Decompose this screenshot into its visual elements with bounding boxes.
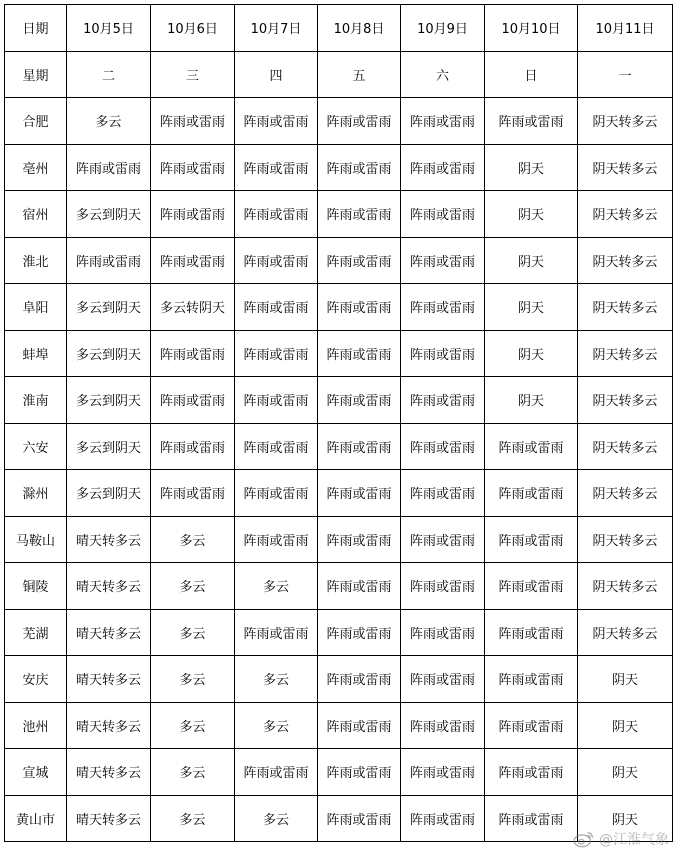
weather-cell: 晴天转多云	[67, 702, 151, 749]
weather-cell: 多云	[151, 563, 235, 610]
weather-cell: 多云转阴天	[151, 284, 235, 331]
weather-cell: 阵雨或雷雨	[318, 563, 401, 610]
table-row	[5, 98, 673, 145]
weekday-cell: 日	[485, 51, 578, 98]
weather-cell: 阵雨或雷雨	[235, 609, 318, 656]
weather-cell: 阵雨或雷雨	[401, 191, 485, 238]
weather-cell: 多云到阴天	[67, 284, 151, 331]
weather-cell: 阵雨或雷雨	[318, 237, 401, 284]
weather-cell: 阴天转多云	[578, 516, 673, 563]
weather-cell: 阵雨或雷雨	[401, 702, 485, 749]
weekday-header-row	[5, 51, 673, 98]
weather-cell: 阵雨或雷雨	[401, 795, 485, 842]
weather-cell: 阴天	[578, 795, 673, 842]
weather-cell: 多云到阴天	[67, 377, 151, 424]
table-body	[5, 5, 673, 842]
weather-cell: 阵雨或雷雨	[151, 423, 235, 470]
weather-cell: 阵雨或雷雨	[485, 702, 578, 749]
weather-cell: 阵雨或雷雨	[151, 470, 235, 517]
city-cell: 马鞍山	[5, 516, 67, 563]
weather-cell: 多云	[151, 702, 235, 749]
date-header-row	[5, 5, 673, 52]
weather-cell: 阵雨或雷雨	[401, 330, 485, 377]
weather-cell: 阵雨或雷雨	[401, 144, 485, 191]
city-cell: 阜阳	[5, 284, 67, 331]
weather-cell: 阴天转多云	[578, 563, 673, 610]
weather-cell: 阵雨或雷雨	[318, 377, 401, 424]
weekday-cell: 五	[318, 51, 401, 98]
weather-cell: 阵雨或雷雨	[485, 98, 578, 145]
weather-cell: 多云到阴天	[67, 423, 151, 470]
date-cell: 10月9日	[401, 5, 485, 52]
table-row	[5, 284, 673, 331]
weather-cell: 阵雨或雷雨	[485, 656, 578, 703]
weekday-cell: 二	[67, 51, 151, 98]
weather-cell: 阵雨或雷雨	[485, 749, 578, 796]
weather-cell: 阵雨或雷雨	[401, 377, 485, 424]
table-row	[5, 702, 673, 749]
city-cell: 淮南	[5, 377, 67, 424]
weather-cell: 阵雨或雷雨	[318, 656, 401, 703]
weather-cell: 多云	[151, 656, 235, 703]
weather-cell: 阵雨或雷雨	[151, 330, 235, 377]
weather-cell: 阴天转多云	[578, 470, 673, 517]
weekday-cell: 六	[401, 51, 485, 98]
table-row	[5, 516, 673, 563]
table-row	[5, 656, 673, 703]
weekday-cell: 一	[578, 51, 673, 98]
weather-cell: 阵雨或雷雨	[151, 377, 235, 424]
weather-cell: 晴天转多云	[67, 563, 151, 610]
weather-cell: 阵雨或雷雨	[401, 237, 485, 284]
weather-cell: 阴天转多云	[578, 98, 673, 145]
weather-cell: 阵雨或雷雨	[485, 563, 578, 610]
city-cell: 亳州	[5, 144, 67, 191]
date-label-cell: 日期	[5, 5, 67, 52]
weather-cell: 晴天转多云	[67, 609, 151, 656]
table-row	[5, 144, 673, 191]
weather-cell: 阵雨或雷雨	[485, 423, 578, 470]
weather-cell: 晴天转多云	[67, 795, 151, 842]
forecast-table	[4, 4, 673, 842]
weather-cell: 阴天	[485, 377, 578, 424]
weather-cell: 阵雨或雷雨	[235, 330, 318, 377]
weather-cell: 阵雨或雷雨	[401, 749, 485, 796]
weather-cell: 阵雨或雷雨	[401, 98, 485, 145]
weather-cell: 阵雨或雷雨	[401, 609, 485, 656]
weather-cell: 多云	[235, 563, 318, 610]
weather-cell: 晴天转多云	[67, 656, 151, 703]
weather-cell: 阵雨或雷雨	[318, 516, 401, 563]
weather-cell: 阵雨或雷雨	[401, 284, 485, 331]
weather-cell: 多云	[151, 609, 235, 656]
weather-cell: 阵雨或雷雨	[318, 144, 401, 191]
weather-cell: 多云	[235, 702, 318, 749]
weather-cell: 多云	[67, 98, 151, 145]
weather-cell: 多云	[151, 795, 235, 842]
date-cell: 10月8日	[318, 5, 401, 52]
weather-cell: 阵雨或雷雨	[235, 284, 318, 331]
table-row	[5, 423, 673, 470]
weather-cell: 阴天转多云	[578, 609, 673, 656]
weather-cell: 阴天转多云	[578, 144, 673, 191]
weather-cell: 阵雨或雷雨	[235, 191, 318, 238]
table-row	[5, 191, 673, 238]
weather-cell: 晴天转多云	[67, 749, 151, 796]
weather-cell: 阴天转多云	[578, 284, 673, 331]
weather-cell: 阵雨或雷雨	[485, 516, 578, 563]
weather-cell: 阵雨或雷雨	[235, 98, 318, 145]
weather-cell: 阵雨或雷雨	[235, 377, 318, 424]
weekday-cell: 三	[151, 51, 235, 98]
date-cell: 10月11日	[578, 5, 673, 52]
table-row	[5, 749, 673, 796]
city-cell: 池州	[5, 702, 67, 749]
weather-cell: 阵雨或雷雨	[401, 563, 485, 610]
weather-cell: 阵雨或雷雨	[151, 144, 235, 191]
city-cell: 黄山市	[5, 795, 67, 842]
weather-cell: 多云到阴天	[67, 330, 151, 377]
city-cell: 淮北	[5, 237, 67, 284]
table-row	[5, 795, 673, 842]
weather-cell: 阵雨或雷雨	[235, 470, 318, 517]
weather-cell: 阵雨或雷雨	[318, 702, 401, 749]
weather-cell: 阵雨或雷雨	[485, 795, 578, 842]
weather-cell: 阵雨或雷雨	[401, 516, 485, 563]
weather-cell: 阴天	[578, 702, 673, 749]
city-cell: 芜湖	[5, 609, 67, 656]
weather-cell: 阵雨或雷雨	[151, 98, 235, 145]
city-cell: 滁州	[5, 470, 67, 517]
weather-cell: 多云	[151, 749, 235, 796]
weather-cell: 阵雨或雷雨	[67, 144, 151, 191]
weather-cell: 阵雨或雷雨	[318, 98, 401, 145]
weekday-cell: 四	[235, 51, 318, 98]
weather-cell: 多云到阴天	[67, 470, 151, 517]
weather-cell: 阵雨或雷雨	[485, 609, 578, 656]
weather-cell: 阵雨或雷雨	[401, 470, 485, 517]
weather-cell: 阵雨或雷雨	[318, 284, 401, 331]
weather-cell: 阵雨或雷雨	[151, 237, 235, 284]
weather-cell: 阴天	[485, 191, 578, 238]
date-cell: 10月6日	[151, 5, 235, 52]
weather-cell: 阴天转多云	[578, 377, 673, 424]
weather-cell: 多云	[235, 795, 318, 842]
weather-cell: 阵雨或雷雨	[235, 423, 318, 470]
date-cell: 10月5日	[67, 5, 151, 52]
table-row	[5, 609, 673, 656]
city-cell: 六安	[5, 423, 67, 470]
city-cell: 合肥	[5, 98, 67, 145]
weather-cell: 阵雨或雷雨	[318, 609, 401, 656]
weather-cell: 晴天转多云	[67, 516, 151, 563]
city-cell: 铜陵	[5, 563, 67, 610]
weather-cell: 阴天	[485, 284, 578, 331]
weather-cell: 阴天转多云	[578, 423, 673, 470]
weather-cell: 多云	[151, 516, 235, 563]
weather-cell: 阵雨或雷雨	[67, 237, 151, 284]
weather-cell: 阵雨或雷雨	[318, 191, 401, 238]
weather-cell: 阵雨或雷雨	[235, 237, 318, 284]
table-row	[5, 237, 673, 284]
weather-cell: 阵雨或雷雨	[318, 423, 401, 470]
weather-cell: 阵雨或雷雨	[485, 470, 578, 517]
weather-cell: 阴天转多云	[578, 330, 673, 377]
weather-cell: 阴天	[578, 749, 673, 796]
weather-cell: 阵雨或雷雨	[235, 749, 318, 796]
weather-cell: 阵雨或雷雨	[235, 516, 318, 563]
weather-cell: 阵雨或雷雨	[318, 330, 401, 377]
table-row	[5, 470, 673, 517]
weather-cell: 多云	[235, 656, 318, 703]
weather-cell: 阵雨或雷雨	[401, 656, 485, 703]
weekday-label-cell: 星期	[5, 51, 67, 98]
city-cell: 蚌埠	[5, 330, 67, 377]
weather-cell: 阵雨或雷雨	[318, 470, 401, 517]
city-cell: 宿州	[5, 191, 67, 238]
weather-cell: 阴天	[485, 144, 578, 191]
weather-cell: 多云到阴天	[67, 191, 151, 238]
table-row	[5, 377, 673, 424]
weather-cell: 阴天	[485, 237, 578, 284]
weather-cell: 阵雨或雷雨	[401, 423, 485, 470]
weather-cell: 阵雨或雷雨	[318, 795, 401, 842]
weather-cell: 阵雨或雷雨	[235, 144, 318, 191]
weather-cell: 阵雨或雷雨	[318, 749, 401, 796]
weather-cell: 阴天	[485, 330, 578, 377]
table-row	[5, 563, 673, 610]
weather-cell: 阴天转多云	[578, 237, 673, 284]
watermark-text: @江淮气象	[599, 832, 669, 848]
table-row	[5, 330, 673, 377]
date-cell: 10月10日	[485, 5, 578, 52]
weather-cell: 阵雨或雷雨	[151, 191, 235, 238]
city-cell: 安庆	[5, 656, 67, 703]
date-cell: 10月7日	[235, 5, 318, 52]
weather-cell: 阴天	[578, 656, 673, 703]
city-cell: 宣城	[5, 749, 67, 796]
weather-cell: 阴天转多云	[578, 191, 673, 238]
